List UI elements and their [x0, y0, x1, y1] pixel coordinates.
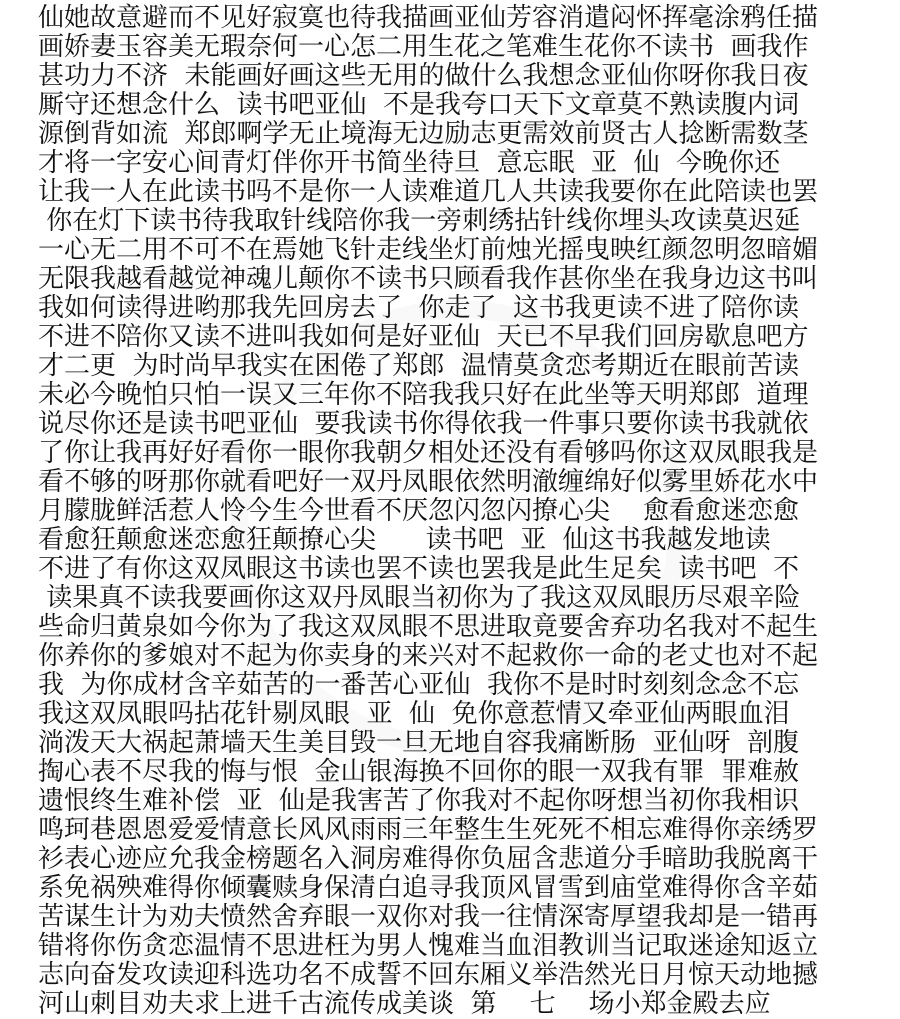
text-line: 我这双凤眼吗拈花针剔凤眼 亚 仙 免你意惹情又牵亚仙两眼血泪: [38, 699, 790, 729]
text-line: 才二更 为时尚早我实在困倦了郑郎 温情莫贪恋考期近在眼前苦读: [38, 351, 800, 381]
text-line: 看不够的呀那你就看吧好一双丹凤眼依然明澈缠绵好似雾里娇花水中: [38, 467, 819, 497]
text-line: 厮守还想念什么 读书吧亚仙 不是我夸口天下文章莫不熟读腹内词: [38, 90, 800, 120]
text-line: 你养你的爹娘对不起为你卖身的来兴对不起救你一命的老丈也对不起: [38, 641, 819, 671]
text-line: 不进了有你这双凤眼这书读也罢不读也罢我是此生足矣 读书吧 不: [38, 554, 800, 584]
text-line: 看愈狂颠愈迷恋愈狂颠撩心尖 读书吧 亚 仙这书我越发地读: [38, 525, 771, 555]
text-line: 你在灯下读书待我取针线陪你我一旁刺绣拈针线你埋头攻读莫迟延: [38, 206, 801, 236]
text-line: 我如何读得进哟那我先回房去了 你走了 这书我更读不进了陪你读: [38, 293, 800, 323]
text-line: 仙她故意避而不见好寂寞也待我描画亚仙芳容消遣闷怀挥毫涂鸦任描: [38, 3, 819, 33]
text-line: 遗恨终生难补偿 亚 仙是我害苦了你我对不起你呀想当初你我相识: [38, 786, 800, 816]
text-line: 衫表心迹应允我金榜题名入洞房难得你负屈含悲道分手暗助我脱离干: [38, 844, 819, 874]
text-line: 画娇妻玉容美无瑕奈何一心怎二用生花之笔难生花你不读书 画我作: [38, 32, 809, 62]
text-line: 让我一人在此读书吗不是你一人读难道几人共读我要你在此陪读也罢: [38, 177, 819, 207]
text-line: 源倒背如流 郑郎啊学无止境海无边励志更需效前贤古人捻断需数茎: [38, 119, 809, 149]
text-line: 不进不陪你又读不进叫我如何是好亚仙 天已不早我们回房歇息吧方: [38, 322, 809, 352]
text-line: 未必今晚怕只怕一误又三年你不陪我我只好在此坐等天明郑郎 道理: [38, 380, 809, 410]
text-line: 苦谋生计为劝夫愤然舍弃眼一双你对我一往情深寄厚望我却是一错再: [38, 902, 819, 932]
text-line: 些命归黄泉如今你为了我这双凤眼不思进取竟要舍弃功名我对不起生: [38, 612, 819, 642]
text-line: 我 为你成材含辛茹苦的一番苦心亚仙 我你不是时时刻刻念念不忘: [38, 670, 800, 700]
text-line: 一心无二用不可不在焉她飞针走线坐灯前烛光摇曳映红颜忽明忽暗媚: [38, 235, 819, 265]
text-line: 河山刺目劝夫求上进千古流传成美谈 第 七 场小郑金殿去应: [38, 989, 771, 1019]
text-line: 志向奋发攻读迎科选功名不成誓不回东厢义举浩然光日月惊天动地撼: [38, 960, 819, 990]
text-line: 无限我越看越觉神魂儿颠你不读书只顾看我作甚你坐在我身边这书叫: [38, 264, 819, 294]
text-line: 掏心表不尽我的悔与恨 金山银海换不回你的眼一双我有罪 罪难赦: [38, 757, 800, 787]
text-line: 读果真不读我要画你这双丹凤眼当初你为了我这双凤眼历尽艰辛险: [38, 583, 801, 613]
text-line: 错将你伤贪恋温情不思进枉为男人愧难当血泪教训当记取迷途知返立: [38, 931, 819, 961]
text-line: 系免祸殃难得你倾囊赎身保清白追寻我顶风冒雪到庙堂难得你含辛茹: [38, 873, 819, 903]
text-line: 说尽你还是读书吧亚仙 要我读书你得依我一件事只要你读书我就依: [38, 409, 809, 439]
text-line: 月朦胧鲜活惹人怜今生今世看不厌忽闪忽闪撩心尖 愈看愈迷恋愈: [38, 496, 800, 526]
text-line: 鸣珂巷恩恩爱爱情意长风风雨雨三年整生生死死不相忘难得你亲绣罗: [38, 815, 819, 845]
script-text-block: [38, 4, 900, 1019]
text-line: 淌泼天大祸起萧墙天生美目毁一旦无地自容我痛断肠 亚仙呀 剖腹: [38, 728, 800, 758]
text-line: 了你让我再好好看你一眼你我朝夕相处还没有看够吗你这双凤眼我是: [38, 438, 819, 468]
text-line: 才将一字安心间青灯伴你开书简坐待旦 意忘眠 亚 仙 今晚你还: [38, 148, 781, 178]
text-line: 甚功力不济 未能画好画这些无用的做什么我想念亚仙你呀你我日夜: [38, 61, 809, 91]
